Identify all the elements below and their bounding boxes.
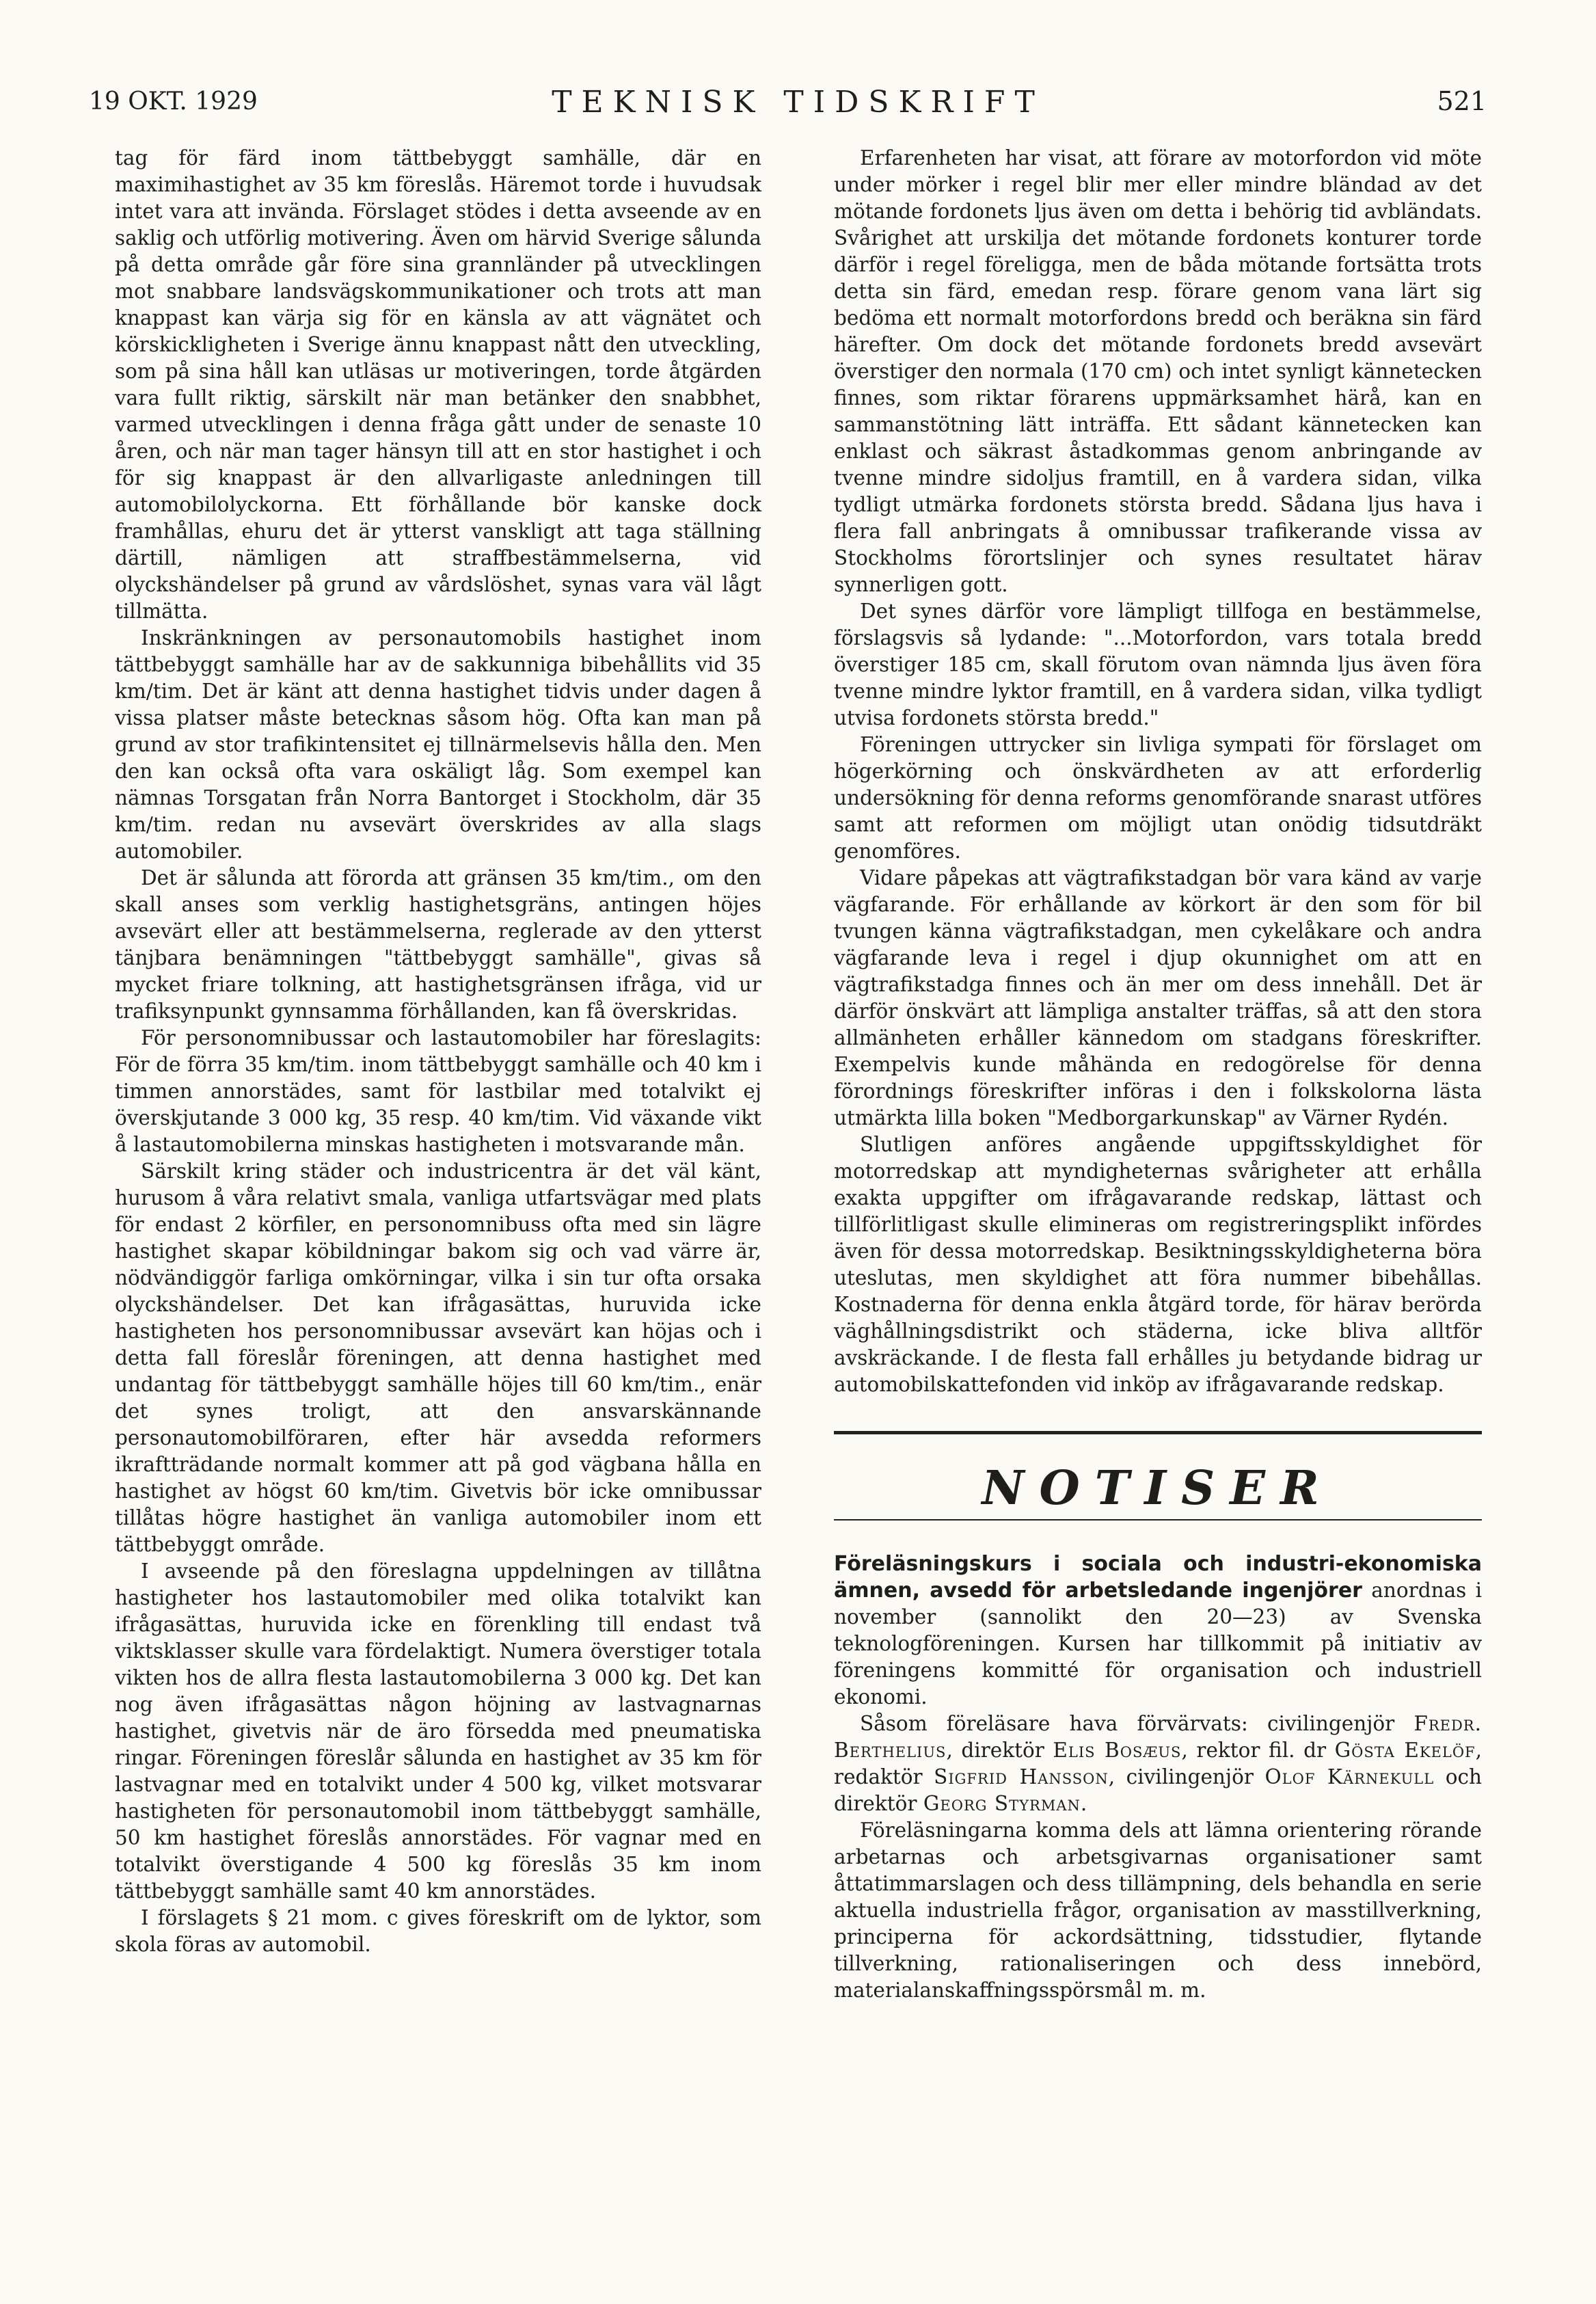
lecturers-paragraph — [834, 1711, 1482, 1817]
lecturer-name: Olof Kärnekull — [1264, 1765, 1435, 1789]
notiser-heading: NOTISER — [982, 1461, 1334, 1516]
right-column — [834, 145, 1482, 2004]
separator-text: och direktör — [834, 1765, 1482, 1815]
lecturers-intro: Såsom föreläsare hava förvärvats: civilingenjör — [860, 1712, 1414, 1735]
separator-text: , rektor fil. dr — [1181, 1739, 1335, 1762]
notice-headline: Föreläsningskurs i sociala och industri-ekonomiska ämnen, avsedd för arbetsledande ingenjörer — [834, 1552, 1482, 1603]
left-column — [115, 145, 761, 1958]
lecturer-name: Fredr. Berthelius — [834, 1712, 1482, 1762]
section-divider — [834, 1431, 1482, 1434]
paragraph: I avseende på den föreslagna uppdelningen av tillåtna hastigheter hos lastautomobiler med olika totalvikt kan ifrågasättas, huruvida icke en förenkling till endast två viktsklasser skulle vara fördelaktigt. Numera överstiger totala vikten hos de allra flesta lastautomobilerna 3 000 kg. Det kan nog även ifrågasättas någon höjning av lastvagnarnas hastighet, givetvis när de äro försedda med pneumatiska ringar. Föreningen föreslår sålunda en hastighet av 35 km för lastvagnar med en totalvikt under 4 500 kg, vilket motsvarar hastigheten för personautomobil inom tättbebyggt samhälle, 50 km hastighet föreslås annorstädes. För vagnar med en totalvikt överstigande 4 500 kg föreslås 35 km inom tättbebyggt samhälle samt 40 km annorstädes. — [115, 1559, 761, 1903]
paragraph: Inskränkningen av personautomobils hastighet inom tättbebyggt samhälle har av de sakkunniga bibehållits vid 35 km/tim. Det är känt att denna hastighet tidvis under dagen å vissa platser måste betecknas såsom hög. Ofta kan man på grund av stor trafikintensitet ej tillnärmelsevis hålla den. Men den kan också ofta vara oskäligt låg. Som exempel kan nämnas Torsgatan från Norra Bantorget i Stockholm, där 35 km/tim. redan nu avsevärt överskrides av alla slags automobiler. — [115, 626, 761, 863]
paragraph: Föreningen uttrycker sin livliga sympati för förslaget om högerkörning och önskvärdheten av att erforderlig undersökning för denna reforms genomförande snarast utföres samt att reformen om möjligt utan onödig tidsutdräkt genomföres. — [834, 733, 1482, 863]
page-header — [0, 0, 1596, 137]
notice-lead-text: anordnas i november (sannolikt den 20—23) av Svenska teknologföreningen. Kursen har tillkommit på initiativ av föreningens kommitté för organisation och industriell ekonomi. — [834, 1579, 1483, 1709]
paragraph: För personomnibussar och lastautomobiler har föreslagits: För de förra 35 km/tim. inom tättbebyggt samhälle och 40 km i timmen annorstädes, samt för lastbilar med totalvikt ej överskjutande 3 000 kg, 35 resp. 40 km/tim. Vid växande vikt å lastautomobilerna minskas hastigheten i motsvarande mån. — [115, 1026, 761, 1156]
notiser-heading-box — [834, 1458, 1482, 1519]
separator-text: , redaktör — [834, 1739, 1482, 1789]
lecturer-name: Georg Styrman — [923, 1792, 1081, 1815]
separator-text: , direktör — [946, 1739, 1053, 1762]
notiser-rule — [834, 1519, 1482, 1521]
paragraph: Särskilt kring städer och industricentra är det väl känt, hurusom å våra relativt smala, vanliga utfartsvägar med plats för endast 2 körfiler, en personomnibuss ofta med sin lägre hastighet skapar köbildningar bakom sig och vad värre är, nödvändiggör farliga omkörningar, vilka i sin tur ofta orsaka olyckshändelser. Det kan ifrågasättas, huruvida icke hastigheten hos personomnibussar avsevärt kan höjas och i detta fall föreslår föreningen, att denna hastighet med undantag för tättbebyggt samhälle höjes till 60 km/tim., enär det synes troligt, att den ansvarskännande personautomobilföraren, efter här avsedda reformers ikraftträdande normalt kommer att på god vägbana hålla en hastighet av högst 60 km/tim. Givetvis bör icke omnibussar tillåtas högre hastighet än vanliga automobiler inom ett tättbebyggt område. — [115, 1160, 761, 1556]
paragraph: Erfarenheten har visat, att förare av motorfordon vid möte under mörker i regel blir mer eller mindre bländad av det mötande fordonets ljus även om detta i behörig tid avbländats. Svårighet att urskilja det mötande fordonets konturer torde därför i regel föreligga, men de båda mötande fortsätta trots detta sin färd, emedan resp. förare genom vana lärt sig bedöma ett normalt motorfordons bredd och beräkna sin färd härefter. Om dock det mötande fordonets bredd avsevärt överstiger den normala (170 cm) och intet synligt kännetecken finnes, som riktar förarens uppmärksamhet härå, kan en sammanstötning lätt inträffa. Ett sådant kännetecken kan enklast och säkrast åstadkommas genom anbringande av tvenne mindre sidoljus framtill, en å vardera sidan, vilka tydligt utmärka fordonets största bredd. Sådana ljus hava i flera fall anbringats å omnibussar trafikerande vissa av Stockholms förortslinjer och synes resultatet härav synnerligen gott. — [834, 146, 1482, 596]
separator-text: . — [1080, 1792, 1087, 1815]
lecturer-name: Gösta Ekelöf — [1334, 1739, 1476, 1762]
separator-text: , civilingenjör — [1108, 1765, 1265, 1789]
lecturer-name: Elis Bosæus — [1053, 1739, 1182, 1762]
paragraph: tag för färd inom tättbebyggt samhälle, där en maximihastighet av 35 km föreslås. Häremot torde i huvudsak intet vara att invända. Förslaget stödes i detta avseende av en saklig och utförlig motivering. Även om härvid Sverige sålunda på detta område går före sina grannländer på utvecklingen mot snabbare landsvägskommunikationer och trots att man knappast kan värja sig för en känsla av att vägnätet och körskickligheten i Sverige ännu knappast nått den utveckling, som på sina håll kan utläsas ur motiveringen, torde åtgärden vara fullt riktig, särskilt när man betänker den snabbhet, varmed utvecklingen i denna fråga gått under de senaste 10 åren, och när man tager hänsyn till att en stor hastighet i och för sig knappast är den allvarligaste anledningen till automobilolyckorna. Ett förhållande bör kanske dock framhållas, ehuru det är ytterst vanskligt att taga ställning därtill, nämligen att straffbestämmelserna, vid olyckshändelser på grund av vårdslöshet, synas vara väl lågt tillmätta. — [115, 146, 761, 623]
paragraph: Det synes därför vore lämpligt tillfoga en bestämmelse, förslagsvis så lydande: "...Motorfordon, vars totala bredd överstiger 185 cm, skall förutom ovan nämnda ljus även föra tvenne mindre lyktor framtill, en å vardera sidan, vilka tydligt utvisa fordonets största bredd." — [834, 600, 1482, 729]
page-number: 521 — [1437, 86, 1487, 116]
paragraph: Vidare påpekas att vägtrafikstadgan bör vara känd av varje vägfarande. För erhållande av körkort är den som för bil tvungen känna vägtrafikstadgan, men cykelåkare och andra vägfarande leva i regel i djup okunnighet om att en vägtrafikstadga finnes och än mer om dess innehåll. Det är därför önskvärt att lämpliga anstalter träffas, så att den stora allmänheten erhåller kännedom om stadgans föreskrifter. Exempelvis kunde måhända en redogörelse för denna förordnings föreskrifter införas i den i folkskolorna lästa utmärkta lilla boken "Medborgarkunskap" av Värner Rydén. — [834, 866, 1482, 1129]
notice-lead-paragraph — [834, 1551, 1482, 1711]
paragraph: I förslagets § 21 mom. c gives föreskrift om de lyktor, som skola föras av automobil. — [115, 1906, 761, 1956]
paragraph: Slutligen anföres angående uppgiftsskyldighet för motorredskap att myndigheternas svårigheter att erhålla exakta uppgifter om ifrågavarande redskap, lättast och tillförlitligast skulle elimineras om registreringsplikt infördes även för dessa motorredskap. Besiktningsskyldigheterna böra uteslutas, men skyldighet att föra nummer bibehållas. Kostnaderna för denna enkla åtgärd torde, för härav berörda väghållningsdistrikt och städerna, icke bliva alltför avskräckande. I de flesta fall erhålles ju betydande bidrag ur automobilskattefonden vid inköp av ifrågavarande redskap. — [834, 1133, 1482, 1396]
paragraph: Föreläsningarna komma dels att lämna orientering rörande arbetarnas och arbetsgivarnas organisationer samt åttatimmarslagen och dess tillämpning, dels behandla en serie aktuella industriella frågor, organisation av masstillverkning, principerna för ackordsättning, tidsstudier, flytande tillverkning, rationaliseringen och dess innebörd, materialanskaffningsspörsmål m. m. — [834, 1819, 1482, 2002]
issue-date: 19 OKT. 1929 — [89, 88, 258, 116]
journal-title: TEKNISK TIDSKRIFT — [552, 85, 1044, 120]
paragraph: Det är sålunda att förorda att gränsen 35 km/tim., om den skall anses som verklig hastighetsgräns, antingen höjes avsevärt eller att bestämmelserna, reglerade av den ytterst tänjbara benämningen "tättbebyggt samhälle", givas så mycket friare tolkning, att hastighetsgränsen ifråga, vid ur trafiksynpunkt gynnsamma förhållanden, kan få överskridas. — [115, 866, 761, 1023]
lecturer-name: Sigfrid Hansson — [934, 1765, 1109, 1789]
